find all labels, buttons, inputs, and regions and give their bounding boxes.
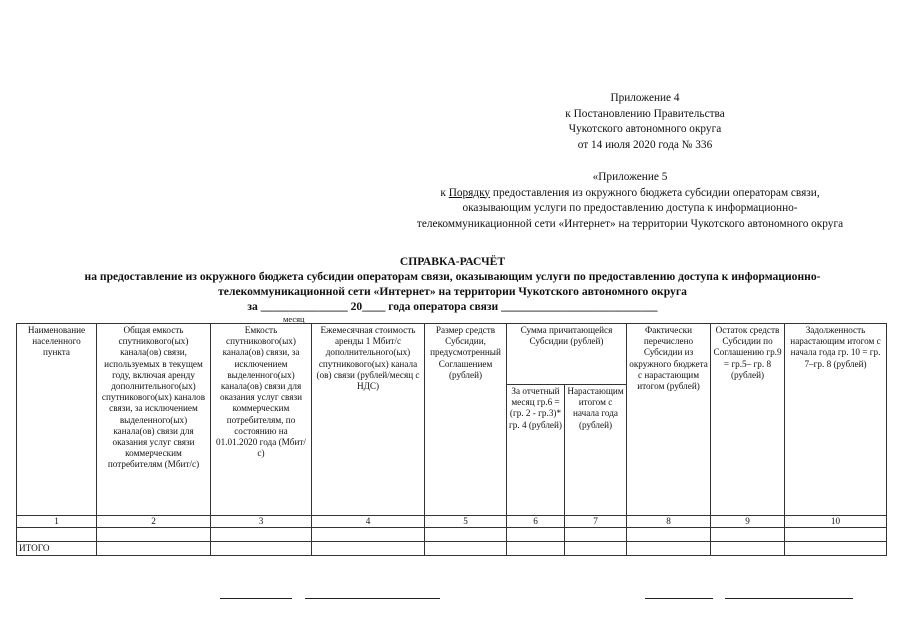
header-base-capacity: Емкость спутникового(ых) канала(ов) связи, за исключением выделенного(ых) канала(ов) связи для оказания услуг связи коммерческим потребителям, по состоянию на 01.01.2020 года (Мбит/с) — [211, 324, 312, 516]
signature-line — [645, 598, 713, 600]
header-subsidy-due: Сумма причитающейся Субсидии (рублей) — [507, 324, 627, 385]
signature-name-line — [305, 598, 440, 600]
appendix-4-reference — [520, 91, 770, 153]
header-subsidy-amount: Размер средств Субсидии, предусмотренный Соглашением (рублей) — [425, 324, 507, 516]
table-cell[interactable] — [312, 542, 425, 556]
table-cell[interactable] — [507, 528, 565, 542]
table-row — [17, 528, 887, 542]
column-number: 5 — [425, 516, 507, 528]
document-subtitle-1: на предоставление из окружного бюджета субсидии операторам связи, оказывающим услуги по предоставлению доступа к информационно- — [84, 270, 821, 283]
column-number: 2 — [97, 516, 211, 528]
table-cell[interactable] — [785, 542, 887, 556]
header-row — [17, 324, 887, 385]
table-cell[interactable] — [565, 528, 627, 542]
column-number: 8 — [627, 516, 711, 528]
table-cell[interactable] — [711, 528, 785, 542]
table-cell[interactable] — [627, 528, 711, 542]
column-number: 6 — [507, 516, 565, 528]
column-number: 1 — [17, 516, 97, 528]
table-cell[interactable] — [565, 542, 627, 556]
column-numbers-row — [17, 516, 887, 528]
header-monthly-rent: Ежемесячная стоимость аренды 1 Мбит/с дополнительного(ых) спутникового(ых) канала (ов) связи (рублей/месяц с НДС) — [312, 324, 425, 516]
total-row — [17, 542, 887, 556]
header-total-capacity: Общая емкость спутникового(ых) канала(ов) связи, используемых в текущем году, включая аренду дополнительного(ых) спутникового(ых) каналов связи, за исключением выделенного(ых) канала(ов) связи для оказания услуг связи коммерческим потребителям (Мбит/с) — [97, 324, 211, 516]
subheader-cumulative: Нарастающим итогом с начала года (рублей) — [565, 385, 627, 516]
appendix-5-line-2 — [385, 186, 875, 202]
table-cell[interactable] — [97, 542, 211, 556]
total-label: ИТОГО — [17, 542, 97, 556]
table-cell[interactable] — [785, 528, 887, 542]
table-cell[interactable] — [711, 542, 785, 556]
appendix-5-line-4: телекоммуникационной сети «Интернет» на территории Чукотского автономного округа — [416, 217, 844, 230]
header-remaining-balance: Остаток средств Субсидии по Соглашению гр.9 = гр.5– гр. 8 (рублей) — [711, 324, 785, 516]
table-cell[interactable] — [97, 528, 211, 542]
signature-name-line — [725, 598, 853, 600]
column-number: 7 — [565, 516, 627, 528]
signature-line — [220, 598, 292, 600]
table-cell[interactable] — [17, 528, 97, 542]
appendix-4-line-2: к Постановлению Правительства — [565, 107, 725, 120]
appendix-4-line-1: Приложение 4 — [610, 92, 680, 104]
column-number: 10 — [785, 516, 887, 528]
column-number: 9 — [711, 516, 785, 528]
column-number: 4 — [312, 516, 425, 528]
header-actually-transferred: Фактически перечислено Субсидии из окружного бюджета с нарастающим итогом (рублей) — [627, 324, 711, 516]
document-subtitle-2: телекоммуникационной сети «Интернет» на территории Чукотского автономного округа — [218, 285, 687, 298]
appendix-5-reference — [385, 170, 875, 232]
period-line: за _______________ 20____ года оператора связи ___________________________ — [247, 300, 658, 313]
header-settlement-name: Наименование населенного пункта — [17, 324, 97, 516]
table-cell[interactable] — [211, 528, 312, 542]
appendix-5-line-2-suffix: предоставления из окружного бюджета субсидии операторам связи, — [490, 186, 820, 199]
calculation-table — [16, 323, 887, 556]
order-link[interactable]: Порядку — [448, 186, 491, 199]
table-cell[interactable] — [627, 542, 711, 556]
appendix-4-line-4: от 14 июля 2020 года № 336 — [577, 138, 713, 151]
appendix-5-line-3: оказывающим услуги по предоставлению доступа к информационно- — [462, 202, 798, 214]
appendix-4-line-3: Чукотского автономного округа — [568, 123, 722, 135]
appendix-5-line-1: «Приложение 5 — [592, 171, 668, 183]
table-cell[interactable] — [425, 528, 507, 542]
table-cell[interactable] — [312, 528, 425, 542]
table-cell[interactable] — [425, 542, 507, 556]
header-debt: Задолженность нарастающим итогом с начала года гр. 10 = гр. 7–гр. 8 (рублей) — [785, 324, 887, 516]
subheader-reporting-month: За отчетный месяц гр.6 = (гр. 2 - гр.3)* гр. 4 (рублей) — [507, 385, 565, 516]
table-cell[interactable] — [211, 542, 312, 556]
appendix-5-line-2-prefix: к — [440, 186, 449, 199]
column-number: 3 — [211, 516, 312, 528]
document-title: СПРАВКА-РАСЧЁТ — [399, 255, 506, 268]
month-caption: месяц — [283, 314, 305, 324]
table-cell[interactable] — [507, 542, 565, 556]
